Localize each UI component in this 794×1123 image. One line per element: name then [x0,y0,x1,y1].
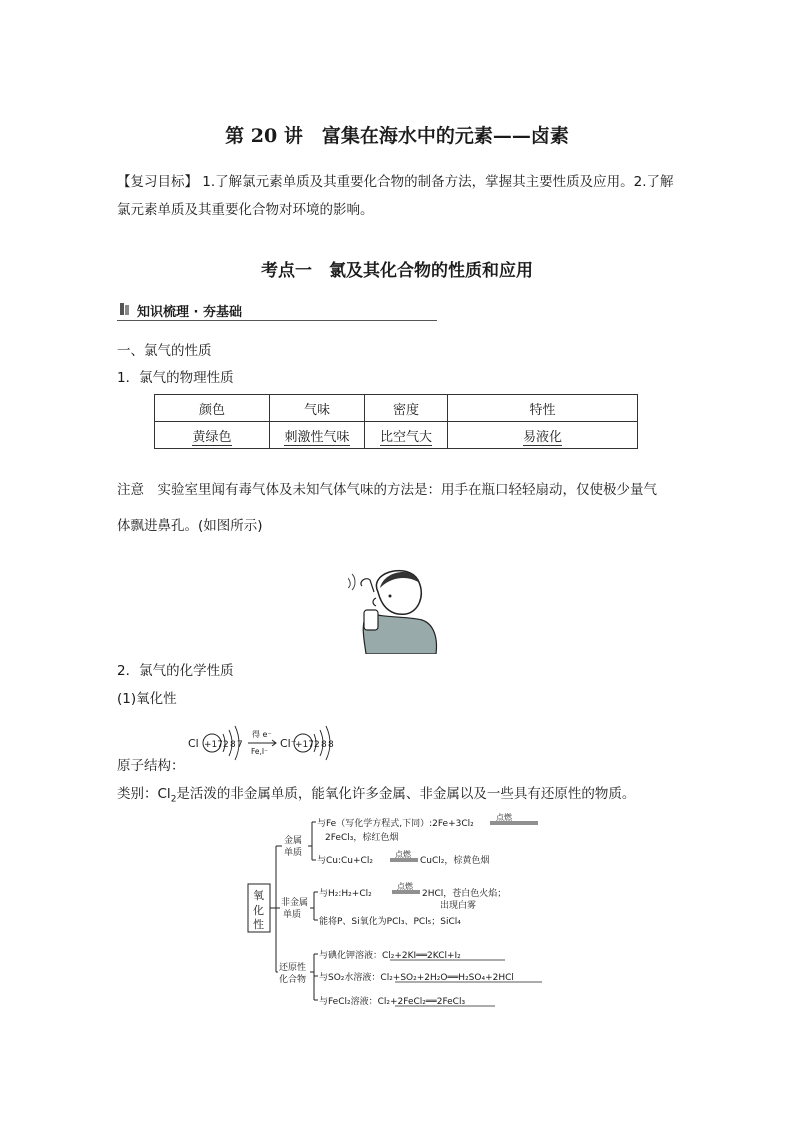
note-line-1: 注意 实验室里闻有毒气体及未知气体气味的方法是：用手在瓶口轻轻扇动，仅使极少量气 [117,482,657,498]
table-cell-density: 比空气大 [365,422,448,449]
shell-2: 8 [230,740,236,750]
root-char-3: 性 [253,918,264,931]
oxidizing-tree-diagram [240,810,550,1010]
table-cell-color: 黄绿色 [155,422,270,449]
category-text: 类别：$Cl_2$是活泼的非金属单质，能氧化许多金属、非金属以及一些具有还原性的物质。 [117,786,636,805]
line-ki: 与碘化钾溶液：Cl₂+2KI══2KCl+I₂ [319,951,461,961]
knowledge-bar [117,299,437,321]
nucleus-label-2: +17 [295,740,314,750]
table-cell-feature: 易液化 [448,422,638,449]
book-icon [119,302,131,316]
table-header-color: 颜色 [155,395,270,422]
branch-metal-2: 单质 [284,848,303,858]
arrow-top-label: 得 e⁻ [252,730,272,739]
atom-structure-label: 原子结构： [117,758,185,774]
line-cu-b: CuCl₂，棕黄色烟 [420,856,490,866]
line-fe-b: 2FeCl₃，棕红色烟 [325,833,399,843]
shell-1: 2 [223,740,229,750]
review-line-2: 氯元素单质及其重要化合物对环境的影响。 [117,202,374,218]
table-cell-odor: 刺激性气味 [270,422,365,449]
heading-chemical-properties: 2．氯气的化学性质 [117,663,234,679]
table-header-feature: 特性 [448,395,638,422]
cl-symbol: Cl [188,737,199,750]
line-cu-cond: 点燃 [395,850,411,859]
line-h2-cond: 点燃 [397,882,413,891]
page-title: 第 20 讲 富集在海水中的元素——卤素 [225,125,569,147]
arrow-bottom-label: Fe,I⁻ [251,747,269,756]
nucleus-label: +17 [204,740,223,750]
atomic-structure-diagram [186,712,346,772]
line-p-si: 能将P、Si氧化为PCl₃、PCl₅；SiCl₄ [319,917,461,927]
knowledge-bar-label: 知识梳理 · 夯基础 [137,305,242,320]
physical-properties-table [154,394,638,449]
root-char-1: 氧 [253,889,264,902]
line-fe-cond: 点燃 [496,813,512,822]
branch-metal-1: 金属 [284,836,303,846]
table-header-row [155,395,638,422]
root-char-2: 化 [253,904,264,917]
heading-chlorine-properties: 一、氯气的性质 [117,343,212,359]
line-cu-a: 与Cu:Cu+Cl₂ [317,856,373,866]
heading-oxidizing: (1)氧化性 [117,691,177,707]
table-header-density: 密度 [365,395,448,422]
review-objectives [117,172,687,192]
branch-nonmetal-1: 非金属 [281,898,309,908]
review-label: 【复习目标】 [117,174,198,190]
branch-reducing-1: 还原性 [279,963,307,973]
branch-reducing-2: 化合物 [279,975,307,985]
ion-shell-2: 8 [321,740,327,750]
review-line-1: 1.了解氯元素单质及其重要化合物的制备方法，掌握其主要性质及应用。2.了解 [198,174,674,190]
table-header-odor: 气味 [270,395,365,422]
note-line-2: 体飘进鼻孔。(如图所示) [117,518,263,534]
ion-shell-1: 2 [314,740,320,750]
divider [117,320,437,321]
ion-shell-3: 8 [328,740,334,750]
section-title: 考点一 氯及其化合物的性质和应用 [261,261,533,281]
child-smelling-gas-illustration [348,562,448,654]
heading-physical-properties: 1．氯气的物理性质 [117,370,234,386]
line-h2-c: 出现白雾 [440,901,477,911]
shell-3: 7 [237,740,243,750]
line-fecl2: 与FeCl₂溶液：Cl₂+2FeCl₂══2FeCl₃ [319,997,466,1007]
line-so2: 与SO₂水溶液：Cl₂+SO₂+2H₂O══H₂SO₄+2HCl [319,973,514,983]
chloride-symbol: Cl⁻ [280,737,297,750]
branch-nonmetal-2: 单质 [283,910,302,920]
table-row [155,422,638,449]
line-h2-b: 2HCl，苍白色火焰； [422,889,507,899]
line-h2-a: 与H₂:H₂+Cl₂ [319,889,372,899]
line-fe-a: 与Fe（写化学方程式,下同）:2Fe+3Cl₂ [317,819,474,829]
